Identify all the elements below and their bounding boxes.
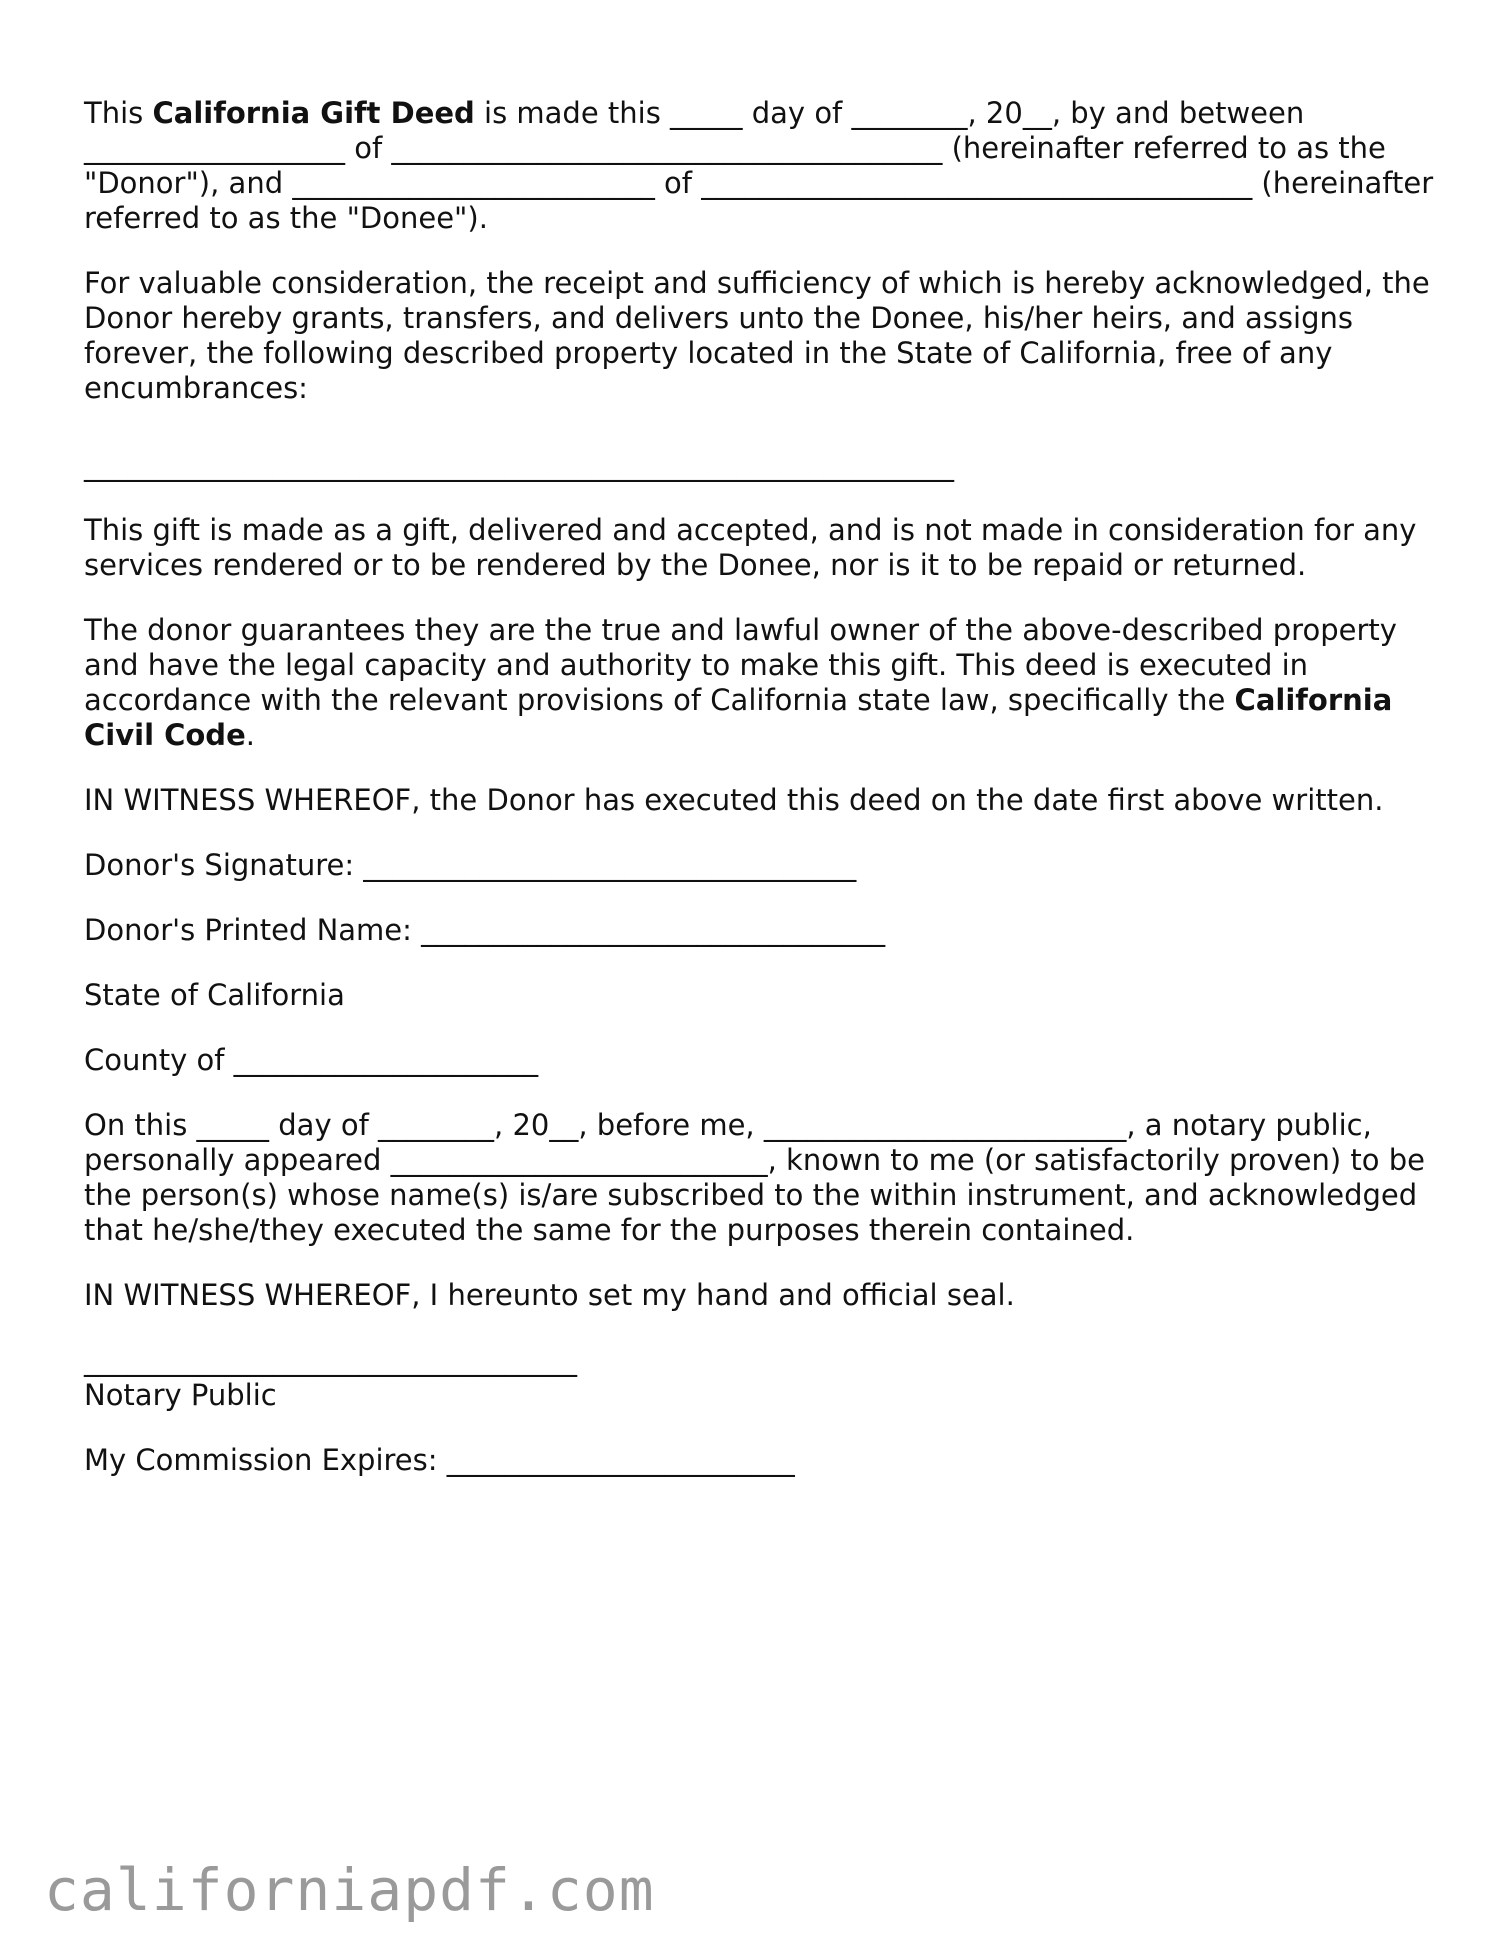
guarantee-paragraph — [84, 613, 1444, 753]
intro-paragraph — [84, 96, 1444, 236]
deed-title: California Gift Deed — [152, 96, 475, 130]
grant-paragraph: For valuable consideration, the receipt and sufficiency of which is hereby acknowledged, the Donor hereby grants, transfers, and delivers unto the Donee, his/her heirs, and assigns forever, the following described property located in the State of California, free of any encumbrances: — [84, 266, 1430, 405]
intro-text-rest: is made this _____ day of ________, 20__, by and between __________________ of ______________________________________ (hereinafter referred to as the "Donor"), and _________________________ of ______________________________________ (hereinafter referred to as the "Donee"). — [84, 96, 1434, 235]
donor-witness-paragraph: IN WITNESS WHEREOF, the Donor has executed this deed on the date first above written. — [84, 783, 1384, 817]
civil-code-reference: California Civil Code — [84, 683, 1393, 752]
footer-watermark: californiapdf.com — [44, 1856, 655, 1924]
commission-expires-line: My Commission Expires: ________________________ — [84, 1443, 795, 1477]
notary-signature-line: __________________________________ — [84, 1343, 577, 1377]
donor-signature-line: Donor's Signature: __________________________________ — [84, 848, 857, 882]
guarantee-text-start: The donor guarantees they are the true and lawful owner of the above-described property and have the legal capacity and authority to make this gift. This deed is executed in accordance with the relevant provisions of California state law, specifically the — [84, 613, 1397, 717]
state-line: State of California — [84, 978, 345, 1012]
property-description-line: ____________________________________________________________ — [84, 448, 954, 482]
notary-witness-paragraph: IN WITNESS WHEREOF, I hereunto set my hand and official seal. — [84, 1278, 1015, 1312]
notary-acknowledgment-paragraph: On this _____ day of ________, 20__, before me, _________________________, a notary public, personally appeared __________________________, known to me (or satisfactorily proven) to be the person(s) whose name(s) is/are subscribed to the within instrument, and acknowledged that he/she/they executed the same for the purposes therein contained. — [84, 1108, 1425, 1247]
intro-text-start: This — [84, 96, 153, 130]
county-line: County of _____________________ — [84, 1043, 539, 1077]
gift-paragraph: This gift is made as a gift, delivered and accepted, and is not made in consideration for any services rendered or to be rendered by the Donee, nor is it to be repaid or returned. — [84, 513, 1417, 582]
donor-printed-name-line: Donor's Printed Name: ________________________________ — [84, 913, 886, 947]
document-body — [84, 96, 1444, 1508]
guarantee-text-end: . — [245, 718, 255, 752]
notary-signature-block — [84, 1343, 1444, 1413]
notary-public-label: Notary Public — [84, 1378, 277, 1412]
